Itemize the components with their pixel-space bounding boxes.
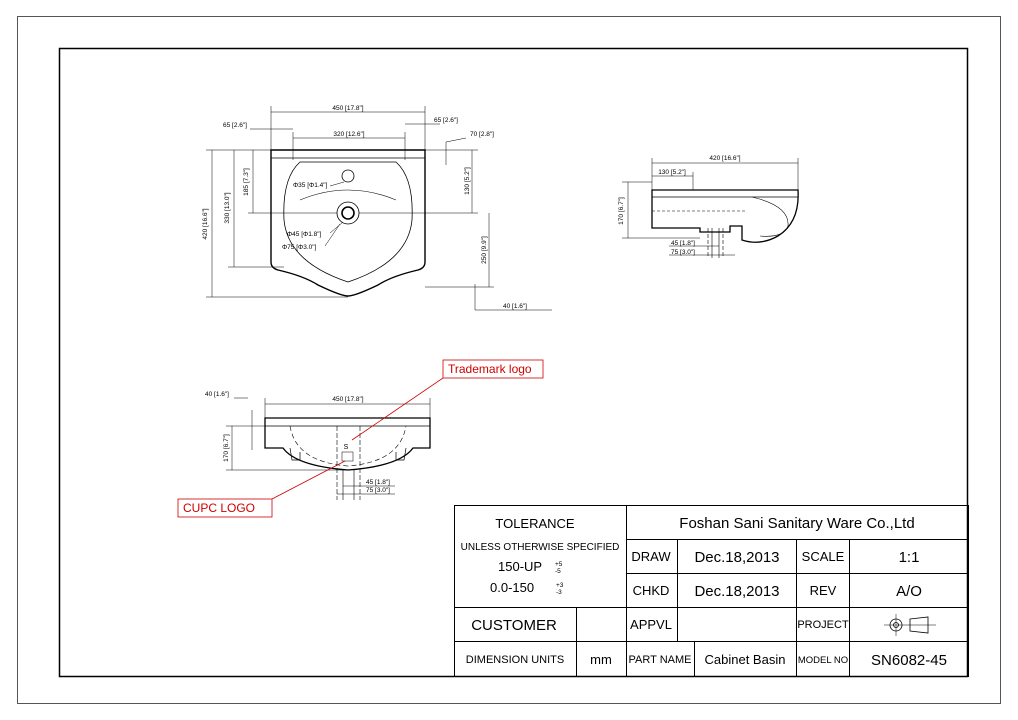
front-dim-drain-inner: 45 [1.8"]: [366, 479, 390, 486]
front-view: [226, 398, 430, 500]
side-dim-labels: [618, 155, 741, 256]
project-label: PROJECT: [797, 619, 849, 631]
drain-inner: [342, 207, 354, 219]
front-dim-drain-outer: 75 [3.0"]: [366, 487, 390, 494]
front-dim-height: 170 [6.7"]: [223, 434, 230, 462]
side-basin-profile: [652, 190, 798, 242]
tolerance-range-1-plus: +5: [555, 561, 563, 568]
dim-right-margin: 65 [2.6"]: [434, 117, 458, 124]
plan-basin-outline: [271, 150, 425, 296]
tolerance-range-1: 150-UP: [498, 559, 543, 574]
callout-trademark: [352, 360, 543, 440]
company-name: Foshan Sani Sanitary Ware Co.,Ltd: [679, 515, 915, 532]
tolerance-range-2: 0.0-150: [490, 580, 535, 595]
plan-bowl: [284, 162, 412, 282]
dim-tap-offset: 185 [7.3"]: [243, 168, 250, 196]
chkd-label: CHKD: [632, 583, 670, 598]
dim-overall-depth: 420 [16.6"]: [202, 208, 209, 240]
model-no-label: MODEL NO: [797, 655, 849, 666]
callout-cupc-text: CUPC LOGO: [183, 501, 256, 515]
dim-drain-inner: Φ45 [Φ1.8"]: [287, 231, 322, 238]
side-dim-drain-inner: 45 [1.8"]: [671, 240, 695, 247]
tolerance-range-2-plus: +3: [556, 582, 564, 589]
chkd-date: Dec.18,2013: [694, 583, 780, 600]
rev-label: REV: [809, 583, 837, 598]
tolerance-range-1-minus: -5: [555, 568, 561, 575]
scale-value: 1:1: [898, 549, 920, 566]
dim-drain-outer: Φ75 [Φ3.0"]: [282, 244, 317, 251]
tolerance-range-2-minus: -3: [556, 589, 562, 596]
dim-left-margin: 65 [2.6"]: [223, 122, 247, 129]
customer-label: CUSTOMER: [471, 617, 557, 634]
tolerance-heading: TOLERANCE: [495, 516, 575, 531]
dim-overall-width: 450 [17.8"]: [332, 105, 364, 112]
dim-tap-hole: Φ35 [Φ1.4"]: [293, 182, 328, 189]
dim-rim-offset: 70 [2.8"]: [470, 131, 494, 138]
callout-trademark-text: Trademark logo: [448, 362, 532, 376]
appvl-label: APPVL: [630, 617, 672, 632]
plan-dim-labels: [202, 105, 527, 310]
dim-right-tap: 130 [5.2"]: [464, 167, 471, 195]
title-block-text: [461, 515, 947, 669]
dimension-units-value: mm: [590, 652, 612, 667]
front-dim-lip: 40 [1.6"]: [205, 391, 229, 398]
unless-otherwise-text: UNLESS OTHERWISE SPECIFIED: [460, 542, 620, 553]
tap-hole: [342, 170, 354, 182]
scale-label: SCALE: [801, 549, 845, 564]
side-dim-offset: 130 [5.2"]: [658, 169, 686, 176]
dimension-units-label: DIMENSION UNITS: [465, 654, 565, 666]
dim-front-lip: 40 [1.6"]: [503, 303, 527, 310]
side-dim-drain-outer: 75 [3.0"]: [671, 249, 695, 256]
dim-right-depth: 250 [9.9"]: [481, 236, 488, 264]
draw-label: DRAW: [631, 549, 671, 564]
part-name-value: Cabinet Basin: [704, 652, 786, 667]
model-no-value: SN6082-45: [871, 652, 947, 669]
callout-cupc: [178, 461, 345, 517]
plan-view: [206, 106, 552, 310]
side-dim-height: 170 [6.7"]: [618, 197, 625, 225]
rev-value: A/O: [896, 583, 922, 600]
cupc-logo-mark: [342, 452, 353, 461]
side-dim-width: 420 [16.6"]: [709, 155, 741, 162]
drain-outer: [337, 202, 359, 224]
trademark-logo-mark: S: [343, 444, 349, 451]
front-dim-width: 450 [17.8"]: [332, 396, 364, 403]
draw-date: Dec.18,2013: [694, 549, 780, 566]
side-view: [622, 158, 798, 258]
dim-inner-width: 320 [12.6"]: [333, 131, 365, 138]
front-dim-labels: [205, 391, 390, 494]
part-name-label: PART NAME: [628, 654, 692, 666]
dim-bowl-depth: 330 [13.0"]: [224, 192, 231, 224]
projection-symbol-icon: [884, 614, 936, 636]
